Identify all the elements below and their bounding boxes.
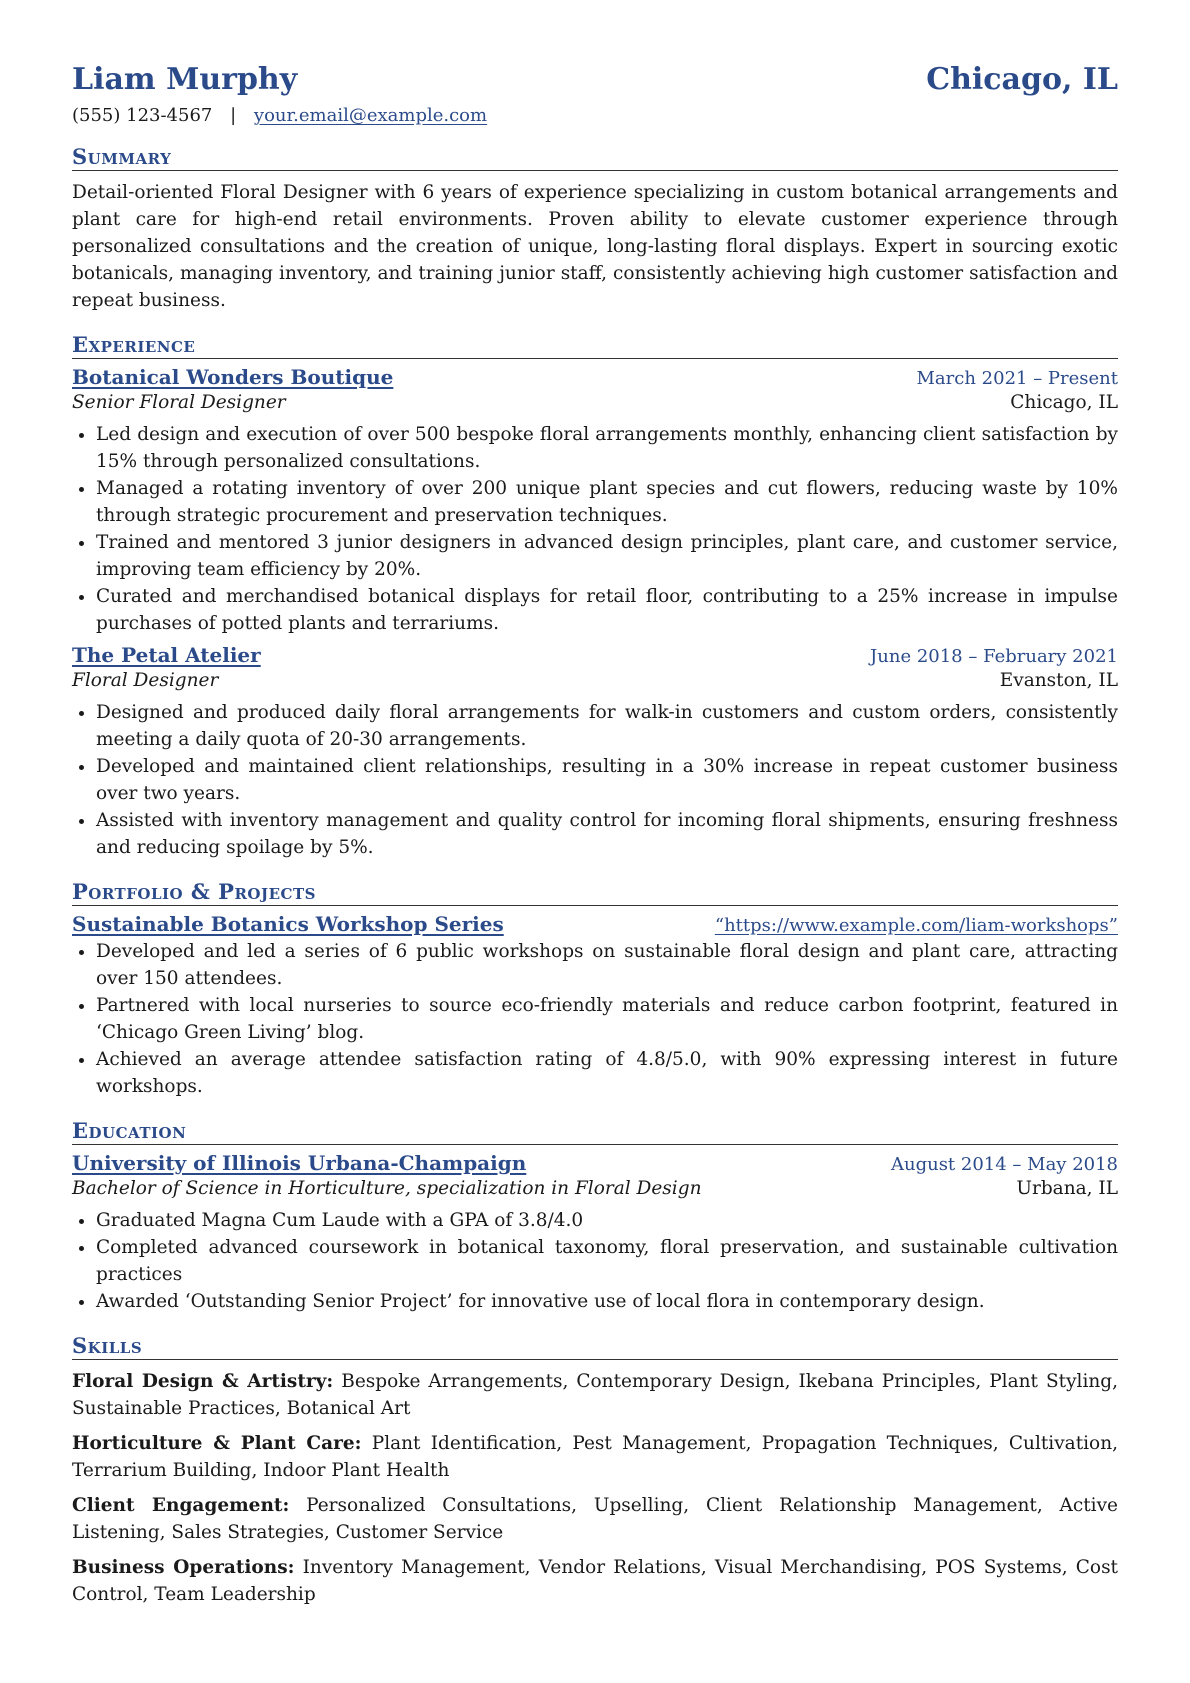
contact-line (72, 105, 1118, 126)
skill-group-label: Floral Design & Artistry: (72, 1371, 334, 1392)
bullet-item: • Partnered with local nurseries to source eco-friendly materials and reduce carbon footprint, featured in ‘Chicago Green Living’ blog. (96, 992, 1118, 1046)
skill-group (72, 1368, 1118, 1422)
bullet-item: • Trained and mentored 3 junior designers in advanced design principles, plant care, and customer service, improving team efficiency by 20%. (96, 529, 1118, 583)
job-title: Senior Floral Designer (72, 392, 286, 413)
skill-group (72, 1554, 1118, 1608)
bullet-item: • Awarded ‘Outstanding Senior Project’ for innovative use of local flora in contemporary design. (96, 1288, 1118, 1315)
job-title: Floral Designer (72, 670, 219, 691)
email-link[interactable]: your.email@example.com (253, 105, 488, 126)
bullet-item: • Graduated Magna Cum Laude with a GPA of 3.8/4.0 (96, 1207, 1118, 1234)
phone-number: (555) 123-4567 (72, 105, 213, 126)
skill-group-text: Personalized Consultations, Upselling, Client Relationship Management, Active Listening, Sales Strategies, Customer Service (72, 1495, 1118, 1543)
education-heading: Education (72, 1118, 1118, 1145)
bullet-item: • Managed a rotating inventory of over 200 unique plant species and cut flowers, reducing waste by 10% through strategic procurement and preservation techniques. (96, 475, 1118, 529)
skill-group-label: Client Engagement: (72, 1495, 290, 1516)
bullet-item: • Designed and produced daily floral arrangements for walk-in customers and custom orders, consistently meeting a daily quota of 20-30 arrangements. (96, 699, 1118, 753)
education-bullets (72, 1207, 1118, 1315)
job-dates: June 2018 – February 2021 (870, 646, 1118, 667)
project-link[interactable]: Sustainable Botanics Workshop Series (72, 912, 504, 936)
degree: Bachelor of Science in Horticulture, specialization in Floral Design (72, 1178, 702, 1199)
school-link[interactable]: University of Illinois Urbana-Champaign (72, 1151, 527, 1175)
candidate-name: Liam Murphy (72, 62, 298, 97)
job-location: Chicago, IL (1010, 392, 1118, 413)
bullet-item: • Assisted with inventory management and quality control for incoming floral shipments, ensuring freshness and reducing spoilage by 5%. (96, 807, 1118, 861)
skills-heading: Skills (72, 1333, 1118, 1360)
experience-heading: Experience (72, 332, 1118, 359)
bullet-item: • Developed and maintained client relationships, resulting in a 30% increase in repeat customer business over two years. (96, 753, 1118, 807)
project-bullets (72, 938, 1118, 1100)
project-entry (72, 912, 1118, 1100)
summary-heading: Summary (72, 144, 1118, 171)
employer-link[interactable]: Botanical Wonders Boutique (72, 365, 394, 389)
employer-link[interactable]: The Petal Atelier (72, 643, 261, 667)
skill-group-label: Horticulture & Plant Care: (72, 1433, 362, 1454)
project-url-link[interactable]: “https://www.example.com/liam-workshops” (714, 915, 1118, 936)
skill-group (72, 1492, 1118, 1546)
resume-header (72, 62, 1118, 97)
school-location: Urbana, IL (1016, 1178, 1118, 1199)
education-dates: August 2014 – May 2018 (890, 1154, 1118, 1175)
education-entry (72, 1151, 1118, 1315)
skill-group-text: Plant Identification, Pest Management, Propagation Techniques, Cultivation, Terrarium Building, Indoor Plant Health (72, 1433, 1118, 1481)
skill-group-label: Business Operations: (72, 1557, 295, 1578)
bullet-item: • Led design and execution of over 500 bespoke floral arrangements monthly, enhancing client satisfaction by 15% through personalized consultations. (96, 421, 1118, 475)
bullet-item: • Achieved an average attendee satisfaction rating of 4.8/5.0, with 90% expressing interest in future workshops. (96, 1046, 1118, 1100)
bullet-item: • Curated and merchandised botanical displays for retail floor, contributing to a 25% increase in impulse purchases of potted plants and terrariums. (96, 583, 1118, 637)
skill-group-text: Inventory Management, Vendor Relations, Visual Merchandising, POS Systems, Cost Control, Team Leadership (72, 1557, 1118, 1605)
job-entry (72, 365, 1118, 637)
contact-separator: | (230, 105, 237, 126)
skill-group (72, 1430, 1118, 1484)
job-location: Evanston, IL (999, 670, 1118, 691)
skill-group-text: Bespoke Arrangements, Contemporary Design, Ikebana Principles, Plant Styling, Sustainable Practices, Botanical Art (72, 1371, 1118, 1419)
bullet-item: • Developed and led a series of 6 public workshops on sustainable floral design and plant care, attracting over 150 attendees. (96, 938, 1118, 992)
bullet-item: • Completed advanced coursework in botanical taxonomy, floral preservation, and sustainable cultivation practices (96, 1234, 1118, 1288)
job-bullets (72, 699, 1118, 861)
summary-text: Detail-oriented Floral Designer with 6 years of experience specializing in custom botanical arrangements and plant care for high-end retail environments. Proven ability to elevate customer experience through personalized consultations and the creation of unique, long-lasting floral displays. Expert in sourcing exotic botanicals, managing inventory, and training junior staff, consistently achieving high customer satisfaction and repeat business. (72, 182, 1118, 311)
job-dates: March 2021 – Present (916, 368, 1118, 389)
candidate-location: Chicago, IL (926, 62, 1118, 97)
portfolio-heading: Portfolio & Projects (72, 879, 1118, 906)
job-bullets (72, 421, 1118, 637)
job-entry (72, 643, 1118, 861)
